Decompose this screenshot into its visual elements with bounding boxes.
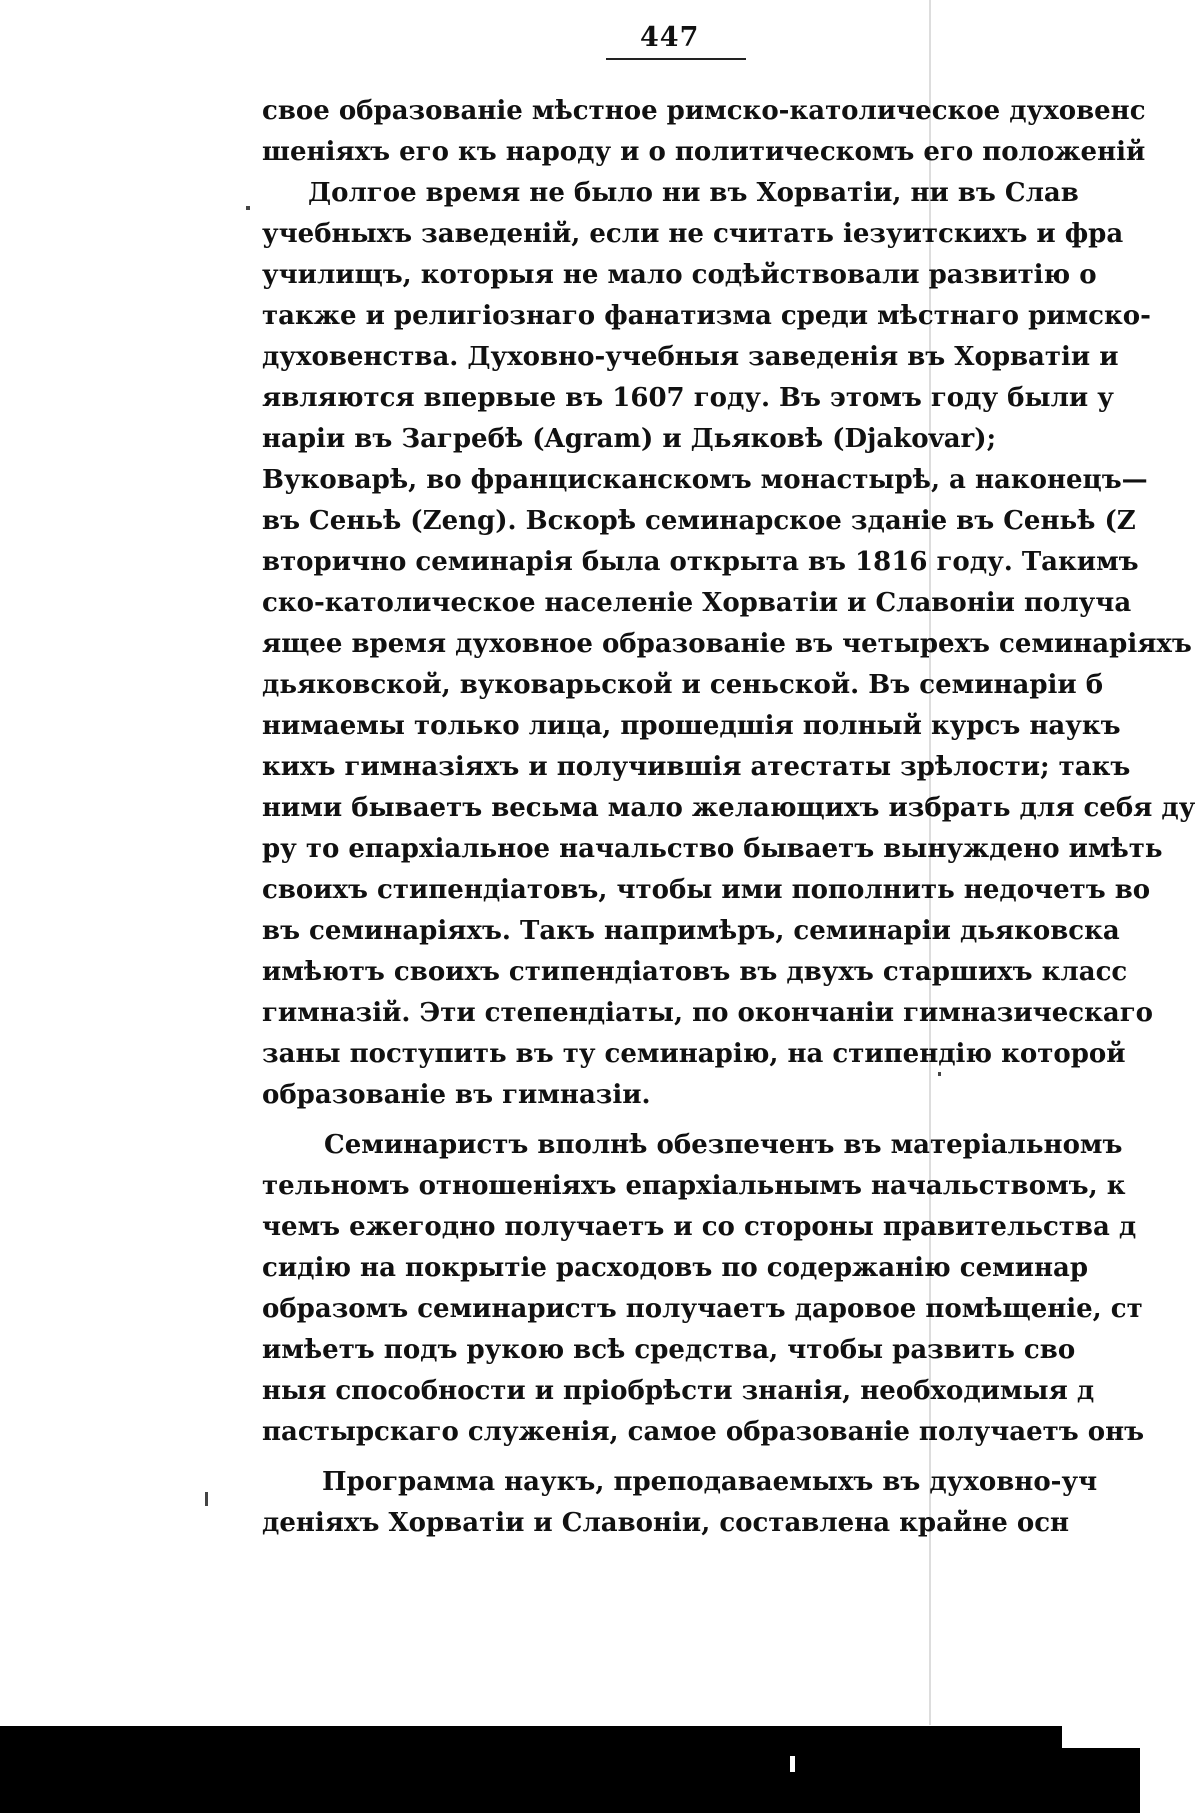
text-line: пастырскаго служенія, самое образованіе получаетъ онъ [262, 1417, 1145, 1447]
text-line: ними бываетъ весьма мало желающихъ избрать для себя ду [262, 793, 1195, 823]
text-line: гимназій. Эти степендіаты, по окончаніи гимназическаго [262, 998, 1153, 1028]
text-line: наріи въ Загребѣ (Agram) и Дьяковѣ (Djakovar); [262, 424, 997, 454]
text-line: чемъ ежегодно получаетъ и со стороны правительства д [262, 1212, 1137, 1242]
text-line: также и религіознаго фанатизма среди мѣстнаго римско- [262, 301, 1151, 331]
page-number-rule [606, 58, 746, 60]
text-line: ру то епархіальное начальство бываетъ вынуждено имѣть [262, 834, 1163, 864]
text-line: въ семинаріяхъ. Такъ напримѣръ, семинаріи дьяковска [262, 916, 1120, 946]
text-line: деніяхъ Хорватіи и Славоніи, составлена крайне осн [262, 1508, 1070, 1538]
print-speck [246, 206, 250, 210]
text-line: кихъ гимназіяхъ и получившія атестаты зрѣлости; такъ [262, 752, 1131, 782]
text-line: имѣютъ своихъ стипендіатовъ въ двухъ старшихъ класс [262, 957, 1128, 987]
scan-bar-notch [1062, 1726, 1140, 1748]
text-line: Вуковарѣ, во францисканскомъ монастырѣ, а наконецъ— [262, 465, 1148, 495]
text-line: ящее время духовное образованіе въ четырехъ семинаріяхъ [262, 629, 1192, 659]
text-line: заны поступить въ ту семинарію, на стипендію которой [262, 1039, 1126, 1069]
text-line: имѣетъ подъ рукою всѣ средства, чтобы развить сво [262, 1335, 1076, 1365]
text-line: нимаемы только лица, прошедшія полный курсъ наукъ [262, 711, 1121, 741]
text-line: образованіе въ гимназіи. [262, 1080, 651, 1110]
page-number: 447 [640, 22, 700, 53]
margin-mark [205, 1492, 208, 1506]
text-line: своихъ стипендіатовъ, чтобы ими пополнить недочетъ во [262, 875, 1151, 905]
scan-bar-mark [790, 1756, 795, 1772]
text-line: тельномъ отношеніяхъ епархіальнымъ начальствомъ, к [262, 1171, 1126, 1201]
text-line: ско-католическое населеніе Хорватіи и Славоніи получа [262, 588, 1132, 618]
text-line: учебныхъ заведеній, если не считать іезуитскихъ и фра [262, 219, 1124, 249]
text-line: образомъ семинаристъ получаетъ даровое помѣщеніе, ст [262, 1294, 1143, 1324]
paragraph-start-line: Семинаристъ вполнѣ обезпеченъ въ матеріальномъ [324, 1130, 1123, 1160]
text-line: училищъ, которыя не мало содѣйствовали развитію о [262, 260, 1097, 290]
text-line: духовенства. Духовно-учебныя заведенія въ Хорватіи и [262, 342, 1119, 372]
text-line: свое образованіе мѣстное римско-католическое духовенс [262, 96, 1146, 126]
text-line: вторично семинарія была открыта въ 1816 году. Такимъ [262, 547, 1139, 577]
body-text [262, 94, 1195, 1538]
text-line: шеніяхъ его къ народу и о политическомъ его положеній [262, 137, 1146, 167]
paragraph-start-line: Долгое время не было ни въ Хорватіи, ни въ Слав [308, 178, 1079, 208]
print-speck [938, 1072, 941, 1076]
text-line: дьяковской, вуковарьской и сеньской. Въ семинаріи б [262, 670, 1104, 700]
paragraph-start-line: Программа наукъ, преподаваемыхъ въ духовно-уч [322, 1467, 1098, 1497]
text-line: въ Сеньѣ (Zeng). Вскорѣ семинарское зданіе въ Сеньѣ (Z [262, 506, 1136, 536]
text-line: ныя способности и пріобрѣсти знанія, необходимыя д [262, 1376, 1095, 1406]
scan-bottom-bar [0, 1726, 1140, 1813]
text-line: сидію на покрытіе расходовъ по содержанію семинар [262, 1253, 1089, 1283]
text-line: являются впервые въ 1607 году. Въ этомъ году были у [262, 383, 1114, 413]
